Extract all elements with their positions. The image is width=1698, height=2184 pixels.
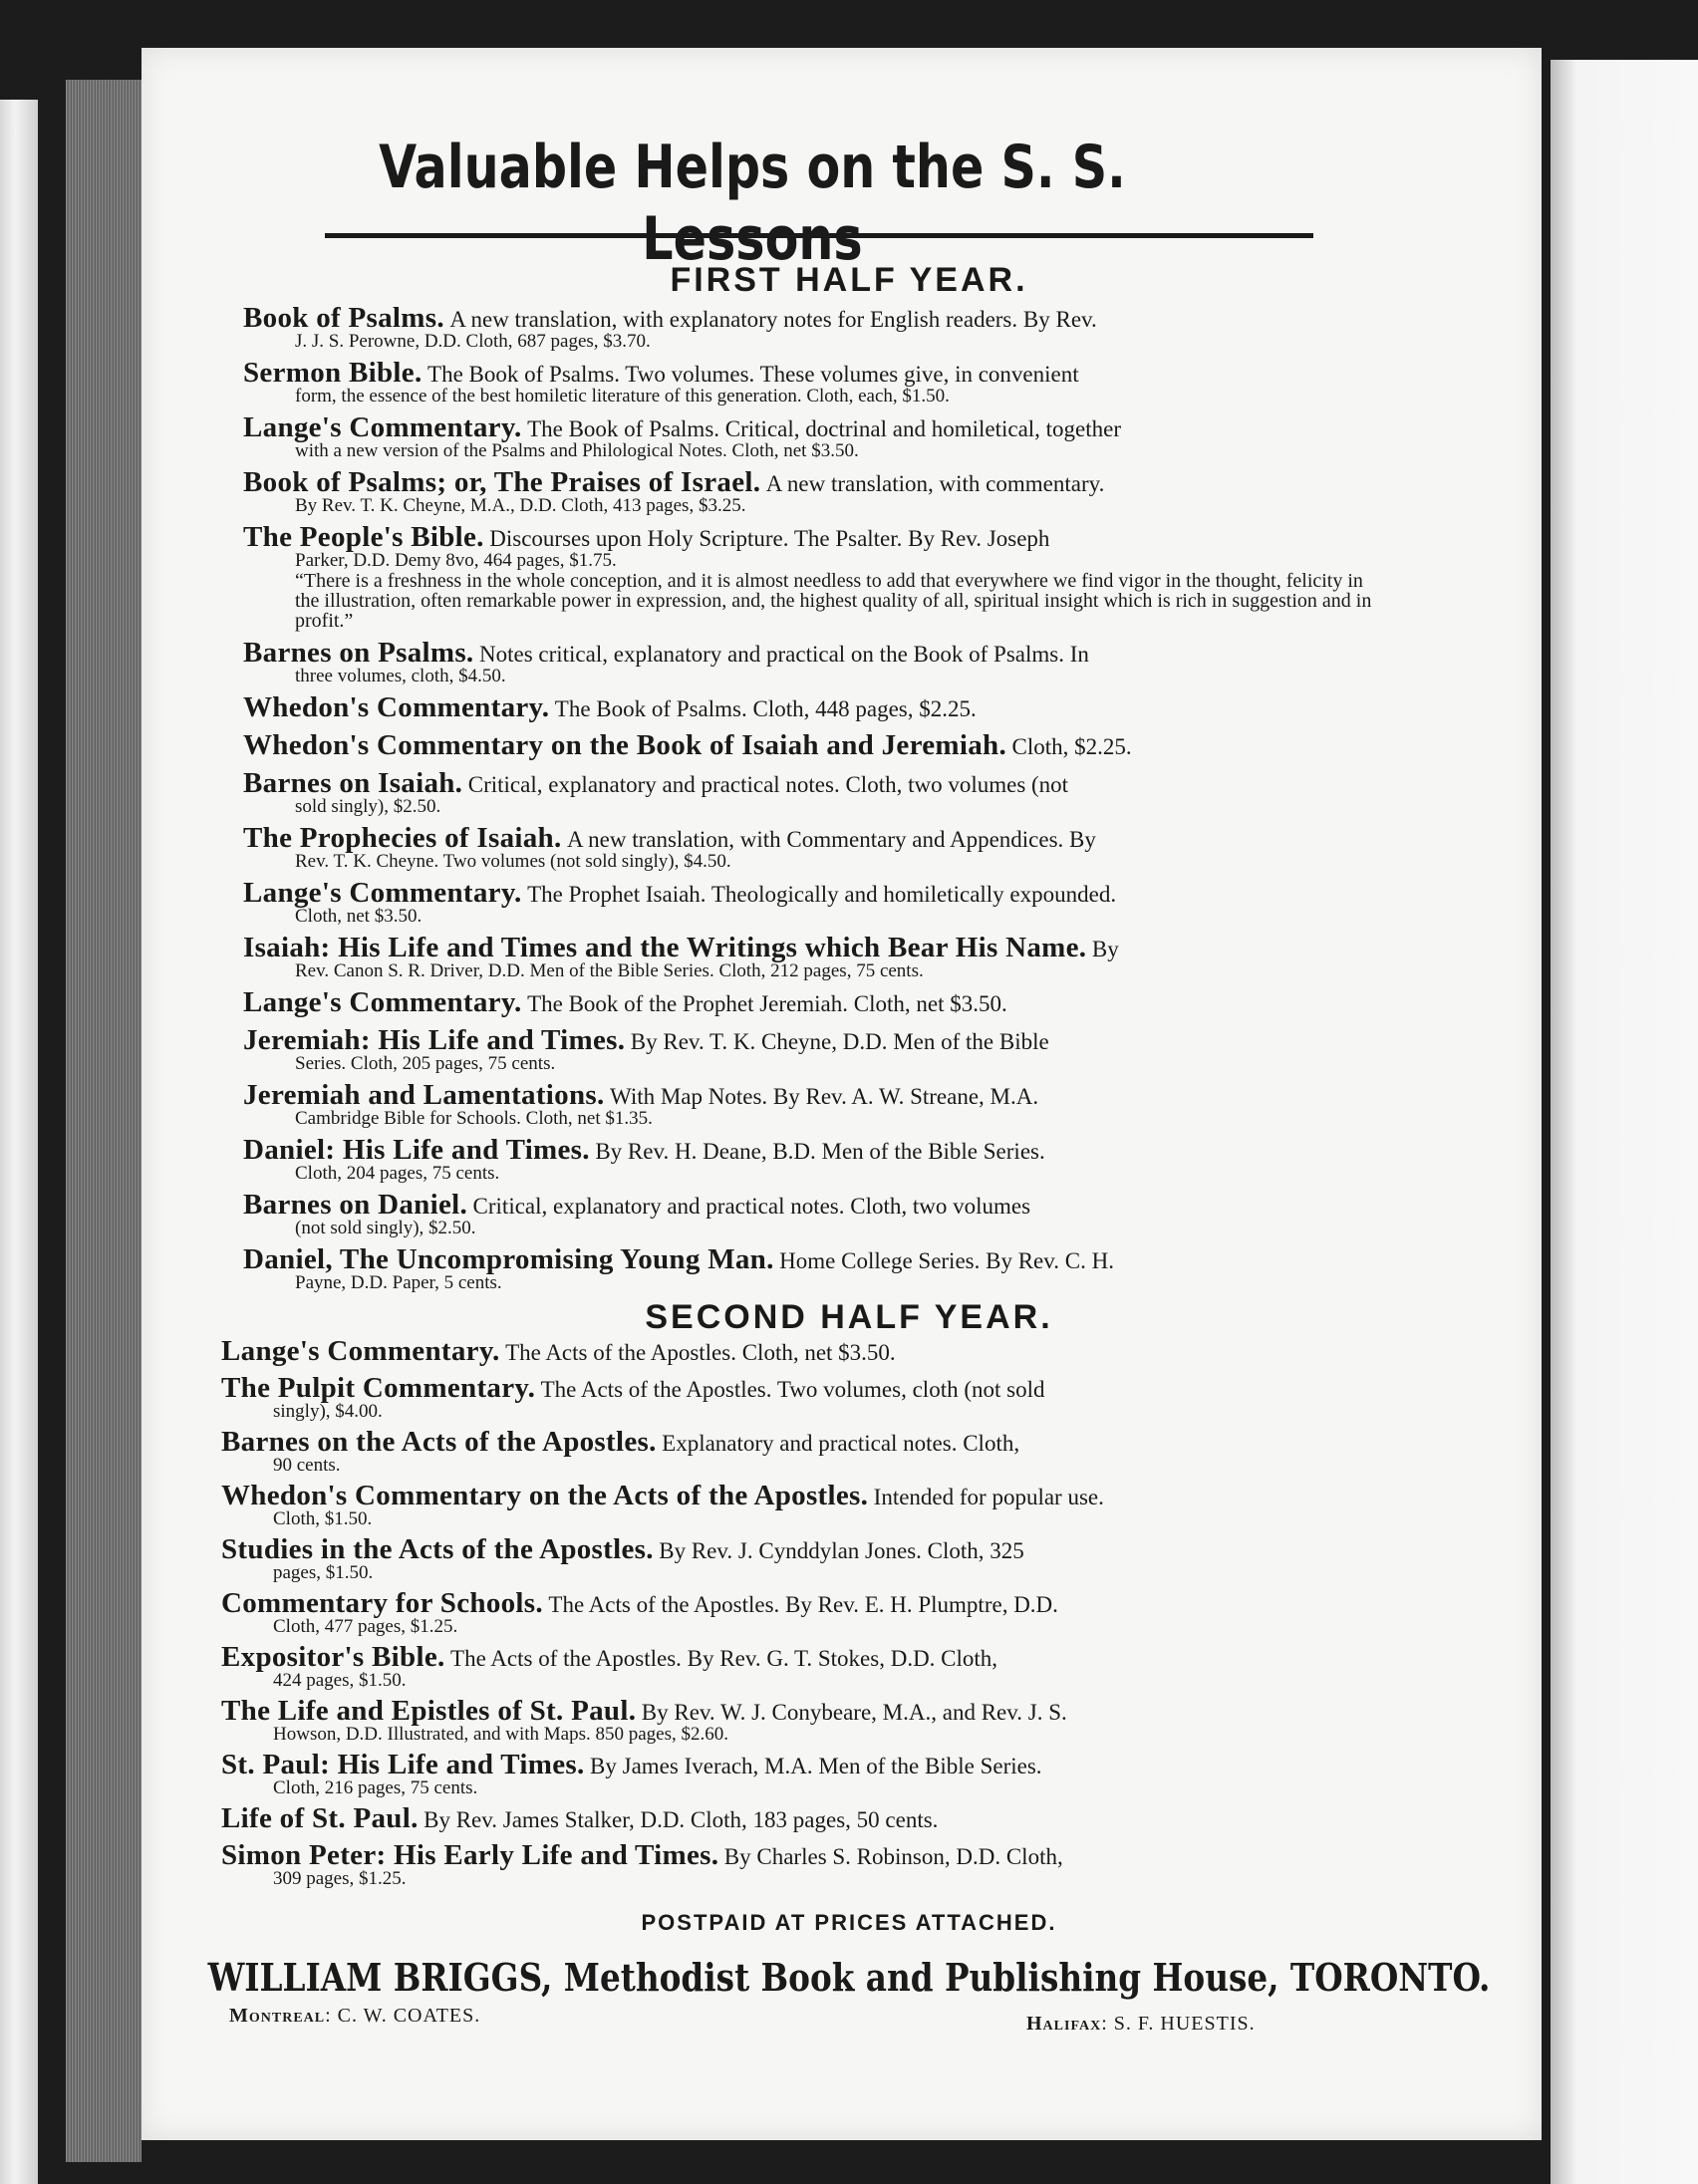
entry-heading-line [243, 302, 1389, 334]
book-entry [221, 1839, 1377, 1889]
book-title: St. Paul: His Life and Times. [221, 1749, 585, 1780]
book-entry [243, 822, 1389, 872]
branch-agent: : C. W. COATES. [325, 2005, 481, 2027]
book-entry [221, 1372, 1377, 1422]
book-details: Cloth, 204 pages, 75 cents. [295, 1163, 500, 1184]
book-entry [243, 767, 1389, 817]
book-details: Howson, D.D. Illustrated, and with Maps. 850 pages, $2.60. [273, 1724, 729, 1745]
book-description: The Acts of the Apostles. Two volumes, cloth (not sold [540, 1377, 1045, 1402]
book-description: With Map Notes. By Rev. A. W. Streane, M.A. [610, 1084, 1039, 1109]
book-title: Book of Psalms. [243, 302, 444, 334]
book-description: The Acts of the Apostles. By Rev. G. T. Stokes, D.D. Cloth, [450, 1646, 998, 1671]
entry-heading-line [221, 1372, 1377, 1404]
book-description: Home College Series. By Rev. C. H. [779, 1248, 1114, 1273]
book-title: Sermon Bible. [243, 357, 423, 389]
book-title: Daniel: His Life and Times. [243, 1134, 590, 1166]
entry-heading-line [243, 1189, 1389, 1221]
book-entry [243, 466, 1389, 516]
book-entry [243, 877, 1389, 927]
book-details: with a new version of the Psalms and Philological Notes. Cloth, net $3.50. [295, 440, 859, 461]
book-title: Studies in the Acts of the Apostles. [221, 1533, 654, 1565]
book-entry [221, 1695, 1377, 1745]
book-details: Cloth, net $3.50. [295, 906, 423, 927]
book-description: Notes critical, explanatory and practical on the Book of Psalms. In [478, 642, 1089, 667]
book-title: Barnes on Isaiah. [243, 767, 463, 799]
book-entry [243, 411, 1389, 461]
book-entry [243, 302, 1389, 352]
book-title: Expositor's Bible. [221, 1641, 445, 1673]
entry-heading-line [243, 932, 1389, 963]
book-title: Lange's Commentary. [243, 986, 522, 1018]
book-title: The People's Bible. [243, 521, 484, 553]
book-description: The Book of Psalms. Cloth, 448 pages, $2.25. [554, 696, 977, 721]
adjacent-page-strip [0, 100, 38, 2184]
entry-heading-line [243, 729, 1389, 761]
book-description: A new translation, with explanatory notes for English readers. By Rev. [449, 307, 1097, 332]
book-title: The Life and Epistles of St. Paul. [221, 1695, 637, 1727]
book-title: Barnes on Psalms. [243, 637, 474, 669]
book-details: 424 pages, $1.50. [273, 1670, 407, 1691]
book-entry [221, 1802, 1377, 1834]
book-description: The Acts of the Apostles. By Rev. E. H. Plumptre, D.D. [548, 1592, 1058, 1617]
book-entry [243, 357, 1389, 407]
book-title: Barnes on the Acts of the Apostles. [221, 1426, 657, 1458]
book-description: The Acts of the Apostles. Cloth, net $3.50. [505, 1340, 896, 1365]
entry-heading-line [221, 1587, 1377, 1619]
book-title: Whedon's Commentary on the Book of Isaiah and Jeremiah. [243, 729, 1006, 761]
book-details: (not sold singly), $2.50. [295, 1218, 476, 1238]
book-entry [221, 1641, 1377, 1691]
book-details: Series. Cloth, 205 pages, 75 cents. [295, 1053, 556, 1074]
book-description: By Rev. T. K. Cheyne, D.D. Men of the Bible [630, 1029, 1049, 1054]
book-details: pages, $1.50. [273, 1562, 374, 1583]
entry-heading-line [221, 1480, 1377, 1511]
book-page-edges [66, 80, 142, 2162]
book-title: Lange's Commentary. [221, 1335, 500, 1367]
book-description: The Book of Psalms. Critical, doctrinal and homiletical, together [527, 416, 1122, 441]
entry-heading-line [243, 466, 1389, 498]
branch-halifax [1026, 2013, 1256, 2036]
book-details: J. J. S. Perowne, D.D. Cloth, 687 pages, $3.70. [295, 331, 651, 352]
book-description: By Rev. James Stalker, D.D. Cloth, 183 pages, 50 cents. [424, 1807, 939, 1832]
book-entry [243, 932, 1389, 981]
entry-heading-line [221, 1839, 1377, 1871]
entry-heading-line [243, 1079, 1389, 1111]
book-title: Barnes on Daniel. [243, 1189, 468, 1221]
book-details: sold singly), $2.50. [295, 796, 441, 817]
book-description: By [1091, 937, 1119, 961]
book-entry [221, 1749, 1377, 1798]
entry-heading-line [243, 691, 1389, 723]
book-entry [243, 1024, 1389, 1074]
book-details: 309 pages, $1.25. [273, 1868, 407, 1889]
book-title: Whedon's Commentary. [243, 691, 550, 723]
book-title: Lange's Commentary. [243, 877, 522, 909]
book-entry [221, 1335, 1377, 1367]
book-title: Book of Psalms; or, The Praises of Israel. [243, 466, 761, 498]
book-details: Parker, D.D. Demy 8vo, 464 pages, $1.75. [295, 550, 617, 571]
facing-page [1551, 60, 1698, 2184]
entry-heading-line [243, 822, 1389, 854]
book-entry [243, 1079, 1389, 1129]
postpaid-notice: POSTPAID AT PRICES ATTACHED. [641, 1910, 1057, 1935]
book-title: Jeremiah and Lamentations. [243, 1079, 605, 1111]
book-entry [243, 986, 1389, 1018]
entry-heading-line [243, 637, 1389, 669]
book-details: Rev. T. K. Cheyne. Two volumes (not sold singly), $4.50. [295, 851, 731, 872]
entry-heading-line [243, 877, 1389, 909]
book-details: Cloth, 216 pages, 75 cents. [273, 1777, 478, 1798]
book-description: By Rev. W. J. Conybeare, M.A., and Rev. J. S. [641, 1700, 1067, 1725]
branch-agent: : S. F. HUESTIS. [1101, 2013, 1256, 2035]
book-details: Payne, D.D. Paper, 5 cents. [295, 1272, 502, 1293]
entry-heading-line [243, 1243, 1389, 1275]
book-entry [243, 1134, 1389, 1184]
publisher-line: WILLIAM BRIGGS, Methodist Book and Publishing House, TORONTO. [207, 1955, 1491, 2000]
book-entry [221, 1480, 1377, 1529]
book-details: Cambridge Bible for Schools. Cloth, net $1.35. [295, 1108, 653, 1129]
entry-heading-line [221, 1641, 1377, 1673]
book-details: Rev. Canon S. R. Driver, D.D. Men of the Bible Series. Cloth, 212 pages, 75 cents. [295, 960, 924, 981]
book-description: The Book of Psalms. Two volumes. These volumes give, in convenient [427, 362, 1079, 387]
book-entry [221, 1426, 1377, 1476]
page-title: Valuable Helps on the S. S. Lessons [379, 133, 1126, 274]
book-details: form, the essence of the best homiletic literature of this generation. Cloth, each, $1.50. [295, 386, 950, 407]
entry-heading-line [243, 411, 1389, 443]
book-details: Cloth, $1.50. [273, 1508, 373, 1529]
entry-heading-line [221, 1749, 1377, 1780]
book-description: Intended for popular use. [873, 1485, 1104, 1509]
book-entry [243, 691, 1389, 723]
book-title: The Pulpit Commentary. [221, 1372, 536, 1404]
entry-heading-line [243, 767, 1389, 799]
entry-heading-line [243, 986, 1389, 1018]
book-details: 90 cents. [273, 1455, 341, 1476]
book-title: Lange's Commentary. [243, 411, 522, 443]
book-entry [221, 1533, 1377, 1583]
book-review-quote: “There is a freshness in the whole conception, and it is almost needless to add that everywhere we find vigor in the thought, felicity in the illustration, often remarkable power in expression, and, the highest quality of all, spiritual insight which is rich in suggestion and in profit.” [295, 570, 1372, 632]
book-description: A new translation, with Commentary and Appendices. By [567, 827, 1096, 852]
title-underline [325, 233, 1313, 238]
book-description: Discourses upon Holy Scripture. The Psalter. By Rev. Joseph [489, 526, 1050, 551]
entry-heading-line [221, 1335, 1377, 1367]
book-details: By Rev. T. K. Cheyne, M.A., D.D. Cloth, 413 pages, $3.25. [295, 495, 746, 516]
book-title: Daniel, The Uncompromising Young Man. [243, 1243, 774, 1275]
entry-heading-line [243, 521, 1389, 553]
book-description: By Rev. H. Deane, B.D. Men of the Bible Series. [595, 1139, 1045, 1164]
book-details: three volumes, cloth, $4.50. [295, 666, 506, 686]
book-description: The Prophet Isaiah. Theologically and homiletically expounded. [527, 882, 1117, 907]
first-half-list [243, 302, 1389, 1301]
book-details: Cloth, 477 pages, $1.25. [273, 1616, 458, 1637]
book-title: Whedon's Commentary on the Acts of the Apostles. [221, 1480, 869, 1511]
entry-heading-line [221, 1695, 1377, 1727]
book-entry [243, 637, 1389, 686]
entry-heading-line [221, 1802, 1377, 1834]
book-entry [221, 1587, 1377, 1637]
entry-heading-line [221, 1426, 1377, 1458]
branch-montreal [229, 2005, 480, 2028]
book-description: Critical, explanatory and practical notes. Cloth, two volumes [472, 1194, 1031, 1219]
book-description: A new translation, with commentary. [765, 471, 1105, 496]
book-description: By Charles S. Robinson, D.D. Cloth, [723, 1844, 1063, 1869]
branch-city: Montreal [229, 2005, 326, 2027]
book-description: By James Iverach, M.A. Men of the Bible Series. [590, 1754, 1042, 1778]
book-title: Simon Peter: His Early Life and Times. [221, 1839, 719, 1871]
book-entry [243, 521, 1389, 632]
book-description: Explanatory and practical notes. Cloth, [662, 1431, 1020, 1456]
book-title: Life of St. Paul. [221, 1802, 419, 1834]
entry-heading-line [243, 1024, 1389, 1056]
book-title: Commentary for Schools. [221, 1587, 543, 1619]
entry-heading-line [243, 1134, 1389, 1166]
book-description: By Rev. J. Cynddylan Jones. Cloth, 325 [659, 1538, 1024, 1563]
branch-city: Halifax [1026, 2013, 1102, 2035]
book-details: singly), $4.00. [273, 1401, 383, 1422]
second-half-heading: SECOND HALF YEAR. [645, 1298, 1053, 1336]
entry-heading-line [221, 1533, 1377, 1565]
first-half-heading: FIRST HALF YEAR. [670, 261, 1028, 299]
book-title: Jeremiah: His Life and Times. [243, 1024, 626, 1056]
entry-heading-line [243, 357, 1389, 389]
book-entry [243, 729, 1389, 761]
second-half-list [221, 1335, 1377, 1896]
book-entry [243, 1189, 1389, 1238]
book-title: The Prophecies of Isaiah. [243, 822, 562, 854]
book-entry [243, 1243, 1389, 1293]
book-description: The Book of the Prophet Jeremiah. Cloth, net $3.50. [527, 991, 1007, 1016]
book-description: Cloth, $2.25. [1011, 734, 1132, 759]
book-title: Isaiah: His Life and Times and the Writings which Bear His Name. [243, 932, 1087, 963]
book-description: Critical, explanatory and practical notes. Cloth, two volumes (not [467, 772, 1069, 797]
